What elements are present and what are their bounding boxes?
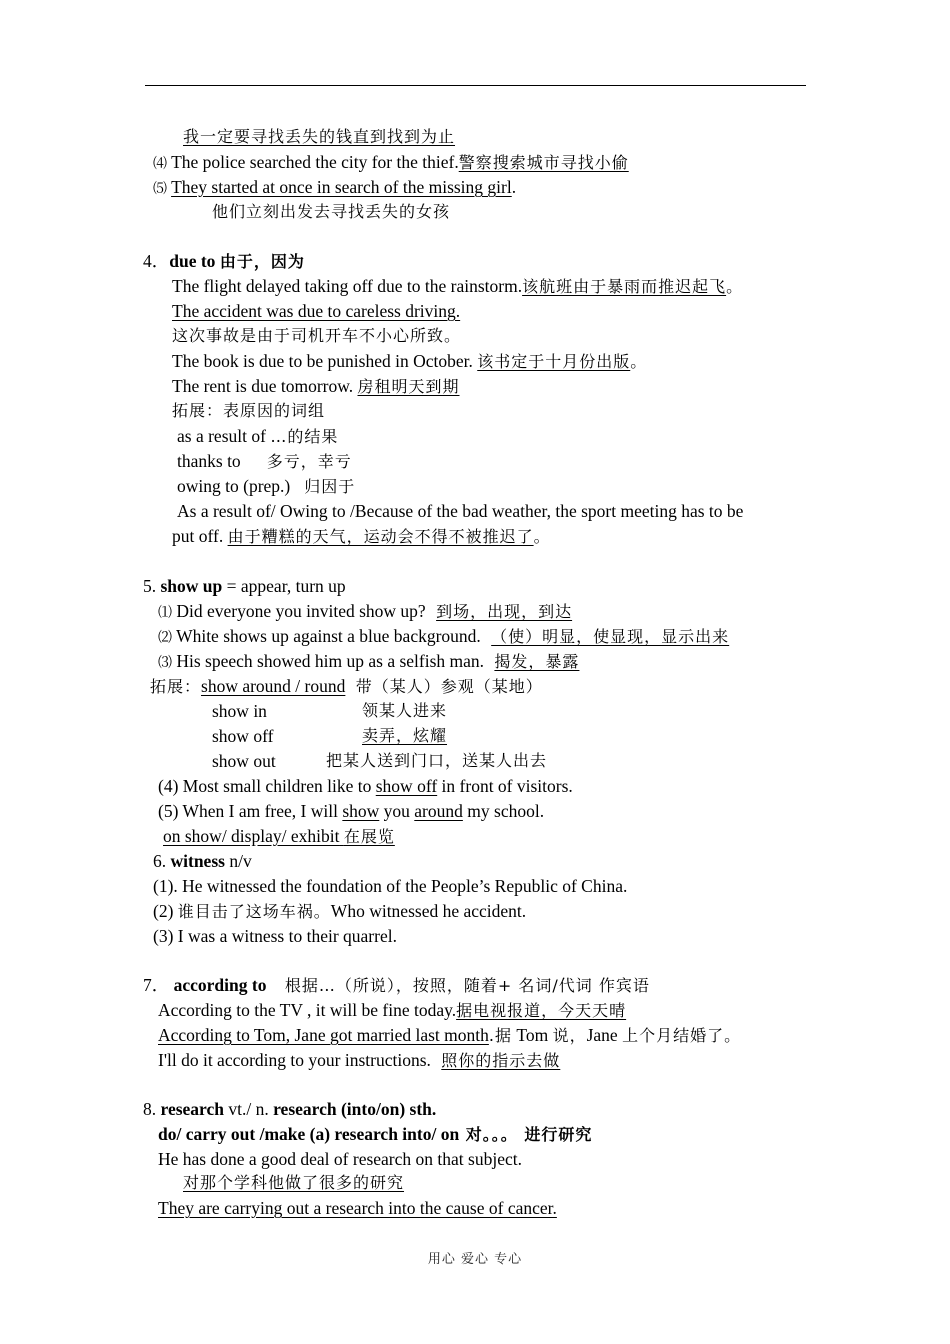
line-15: As a result of/ Owing to /Because of the bad weather, the sport meeting has to be [177,501,744,521]
line-24-cn: 把某人送到门口，送某人出去 [326,751,548,770]
line-08: 这次事故是由于司机开车不小心所致。 [172,326,462,345]
line-18: ⑴ Did everyone you invited show up? 到场，出现，到达 [158,601,573,621]
line-12: as a result of …的结果 [177,426,339,446]
line-26: (5) When I am free, I will show you around my school. [158,801,545,821]
line-16: put off. 由于糟糕的天气，运动会不得不被推迟了。 [172,526,551,546]
heading-7: 7． according to 根据…（所说），按照，随着+ 名词/代词 作宾语 [143,975,650,995]
line-23: show off [212,726,274,746]
line-02: ⑷ The police searched the city for the thief.警察搜索城市寻找小偷 [153,152,629,172]
line-03: ⑸ They started at once in search of the missing girl. [153,177,517,197]
line-34: According to Tom, Jane got married last month.据 Tom 说，Jane 上个月结婚了。 [158,1025,742,1045]
heading-5: 5. show up = appear, turn up [143,576,346,596]
line-24: show out [212,751,276,771]
line-14: owing to (prep.) 归因于 [177,476,356,496]
line-10: The rent is due tomorrow. 房租明天到期 [172,376,460,396]
heading-8: 8. research vt./ n. research (into/on) sth. [143,1099,437,1119]
line-31: (3) I was a witness to their quarrel. [153,926,397,946]
line-22-cn: 领某人进来 [362,701,448,720]
line-40: They are carrying out a research into the cause of cancer. [158,1198,557,1218]
line-13: thanks to 多亏，幸亏 [177,451,352,471]
heading-6: 6. witness n/v [153,851,252,871]
line-11: 拓展：表原因的词组 [172,401,326,420]
line-33: According to the TV , it will be fine today.据电视报道，今天天晴 [158,1000,627,1020]
line-06: The flight delayed taking off due to the rainstorm.该航班由于暴雨而推迟起飞。 [172,276,744,296]
line-19: ⑵ White shows up against a blue background. （使）明显，使显现，显示出来 [158,626,730,646]
line-09: The book is due to be punished in October. 该书定于十月份出版。 [172,351,648,371]
header-rule [145,85,806,86]
line-21: 拓展：show around / round 带（某人）参观（某地） [150,676,543,696]
page-footer: 用心 爱心 专心 [427,1252,523,1267]
line-23-cn: 卖弄，炫耀 [362,726,448,745]
line-04: 他们立刻出发去寻找丢失的女孩 [212,202,451,221]
line-29: (1). He witnessed the foundation of the People’s Republic of China. [153,876,628,896]
line-20: ⑶ His speech showed him up as a selfish man. 揭发，暴露 [158,651,580,671]
line-07: The accident was due to careless driving. [172,301,461,321]
line-25: (4) Most small children like to show off in front of visitors. [158,776,573,796]
line-30: (2) 谁目击了这场车祸。Who witnessed he accident. [153,901,527,921]
heading-4: 4．due to 由于，因为 [143,251,305,271]
line-22: show in [212,701,267,721]
line-38: He has done a good deal of research on that subject. [158,1149,522,1169]
line-39: 对那个学科他做了很多的研究 [183,1173,405,1192]
line-27: on show/ display/ exhibit 在展览 [163,826,395,846]
line-01: 我一定要寻找丢失的钱直到找到为止 [183,127,456,146]
line-35: I'll do it according to your instructions. 照你的指示去做 [158,1050,561,1070]
line-37: do/ carry out /make (a) research into/ on 对。。。 进行研究 [158,1124,593,1144]
